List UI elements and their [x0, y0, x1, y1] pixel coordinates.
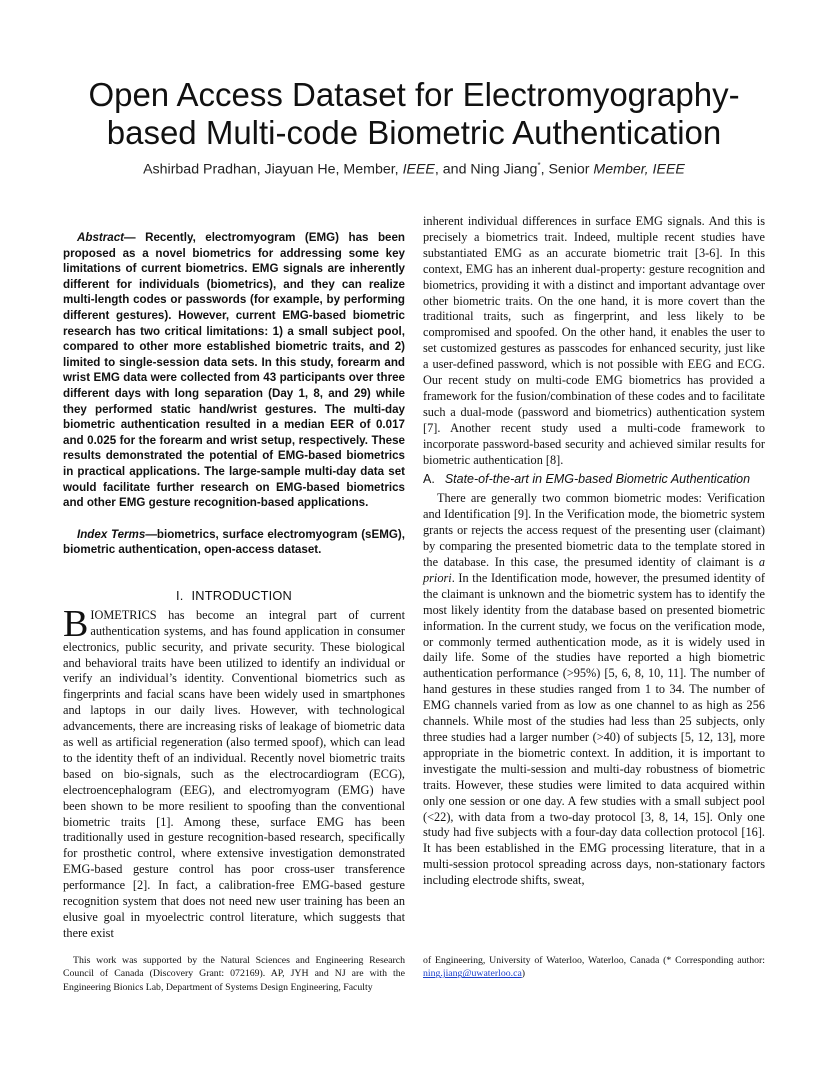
left-column [63, 214, 405, 942]
author-list [60, 161, 768, 178]
index-terms-lead: Index Terms [77, 527, 146, 541]
subsection-heading-a [423, 472, 765, 488]
author-names-1: Ashirbad Pradhan, Jiayuan He, Member, [143, 161, 403, 178]
right-column [423, 214, 765, 889]
subsection-letter: A. [423, 471, 435, 486]
footnote-affiliation-text: of Engineering, University of Waterloo, Waterloo, Canada (* Corresponding author: [423, 955, 765, 966]
author-affil-member: Member, IEEE [593, 161, 685, 178]
footnote-close-paren: ) [521, 968, 526, 980]
subsection-title: State-of-the-art in EMG-based Biometric Authentication [444, 471, 751, 486]
title-line-2: based Multi-code Biometric Authentication [106, 114, 722, 151]
corresponding-email-link[interactable]: ning.jiang@uwaterloo.ca [423, 968, 522, 980]
abstract-text: — Recently, electromyogram (EMG) has been proposed as a novel biometrics for addressing some key limitations of current biometrics. EMG signals are inherently different for individuals (biometrics), and they can realize multi-length codes or passwords (for example, by performing different gestures). However, current EMG-based biometric research has two critical limitations: 1) a small subject pool, compared to other more established biometric traits, and 2) limited to single-session data sets. In this study, forearm and wrist EMG data were collected from 43 participants over three different days with long separation (Day 1, 8, and 29) while they performed static hand/wrist gestures. The multi-day biometric authentication resulted in a median EER of 0.017 and 0.025 for the forearm and wrist setup, respectively. These results demonstrated the potential of EMG-based biometrics in practical applications. The large-sample multi-day data set would facilitate further research on EMG-based biometrics and other EMG gesture recognition-based applications. [63, 231, 405, 510]
subsection-a-italic: a priori [423, 555, 765, 585]
abstract [63, 230, 405, 511]
subsection-a-text-2: . In the Identification mode, however, the presumed identity of the claimant is unknown and the biometric system has to identify the most likely identity from the database based on presented biometric information. In the current study, we focus on the verification mode, or commonly termed authentication mode, as it is widely used in daily life. Some of the studies have reported a high biometric authentication performance (>95%) [5, 6, 8, 10, 11]. The number of hand gestures in these studies ranged from 1 to 34. The number of EMG channels varied from as low as one channel to as high as 256 channels. While most of the studies had less than 25 subjects, only three studies had a larger number (>40) of subjects [5, 12, 13], more appropriate in the biometric context. In addition, it is important to investigate the multi-session and multi-day robustness of biometric traits. However, these studies were limited to data acquired within only one session or one day. A few studies with a small subject pool (<22), with data from a two-day protocol [3, 8, 14, 15]. Only one study had five subjects with a four-day data collection protocol [16]. It has been established in the EMG processing literature, that in a multi-session protocol spreading across days, non-stationary factors including electrode shifts, sweat, [423, 570, 765, 888]
author-names-3: , Senior [540, 161, 594, 178]
intro-paragraph [63, 602, 405, 942]
index-terms [63, 527, 405, 558]
section-heading-introduction [63, 588, 405, 604]
intro-paragraph-text: has become an integral part of current authentication systems, and has found application in consumer electronics, public security, and private security. These biological and behavioral traits have been utilized to identify an individual or verify an individual’s identity. Conventional biometrics such as fingerprints and facial scans have been widely used in smartphones and laptops in our daily lives. However, with technological advancements, there are increasing risks of leakage of biometric data as well as artificial regeneration (also termed spoof), which can lead to the identity theft of an individual. Recently novel biometric traits based on bio-signals, such as the electrocardiogram (ECG), electroencephalogram (EEG), and electromyogram (EMG) have been shown to be more resilient to spoofing than the conventional biometric traits [1]. Among these, surface EMG has been traditionally used in gesture recognition-based research, specifically for prosthetic control, where extensive investigation demonstrated EMG-based gesture control has poor cross-user transference performance [2]. In fact, a calibration-free EMG-based gesture recognition system that does not need new user training has been an elusive goal in myoelectric control literature, which suggests that there exist [63, 607, 405, 940]
title-line-1: Open Access Dataset for Electromyography- [88, 76, 740, 113]
footnote-funding [63, 954, 405, 994]
drop-cap-word: IOMETRICS [90, 607, 157, 622]
abstract-lead: Abstract [77, 231, 125, 244]
index-terms-text: —biometrics, surface electromyogram (sEMG), biometric authentication, open-access dataset. [63, 527, 405, 557]
section-title: INTRODUCTION [191, 587, 293, 603]
subsection-a-paragraph [423, 491, 765, 889]
paper-title [60, 76, 768, 152]
subsection-a-text-1: There are generally two common biometric modes: Verification and Identification [9]. In the Verification mode, the biometric system grants or rejects the access request of the presenting user (claimant) by comparing the presented biometric data to the template stored in the database. In this case, the presumed identity of claimant is [423, 491, 765, 570]
footnote-affiliation [423, 954, 765, 981]
intro-paragraph-continued: inherent individual differences in surface EMG signals. And this is precisely a biometrics trait. Indeed, multiple recent studies have substantiated EMG as an accurate biometric trait [3-6]. In this context, EMG has an inherent dual-property: gesture recognition and biometrics, providing it with a distinct and important advantage over other biometric traits. On the one hand, it is more covert than the traditional traits, such as fingerprint, and less likely to be compromised and spoofed. On the other hand, it enables the user to set customized gestures as passcodes for enhanced security, just like a user-defined password, which is not possible with EEG and ECG. Our recent study on multi-code EMG biometrics has provided a framework for the fusion/combination of these codes and to facilitate such a dual-mode (password and biometrics) authentication system [7]. Another recent study used a multi-code framework to incorporate password-based security and achieved similar results for biometric authentication [8]. [423, 214, 765, 467]
author-affil-ieee: IEEE [402, 161, 435, 178]
section-number: I. [175, 587, 184, 603]
footnote-funding-text: This work was supported by the Natural Sciences and Engineering Research Council of Canada (Discovery Grant: 072169). AP, JYH and NJ are with the Engineering Bionics Lab, Department of Systems Design Engineering, Faculty [63, 955, 405, 993]
corresponding-mark: * [537, 161, 541, 170]
author-names-2: , and Ning Jiang [434, 161, 538, 178]
drop-cap: B [63, 602, 89, 645]
